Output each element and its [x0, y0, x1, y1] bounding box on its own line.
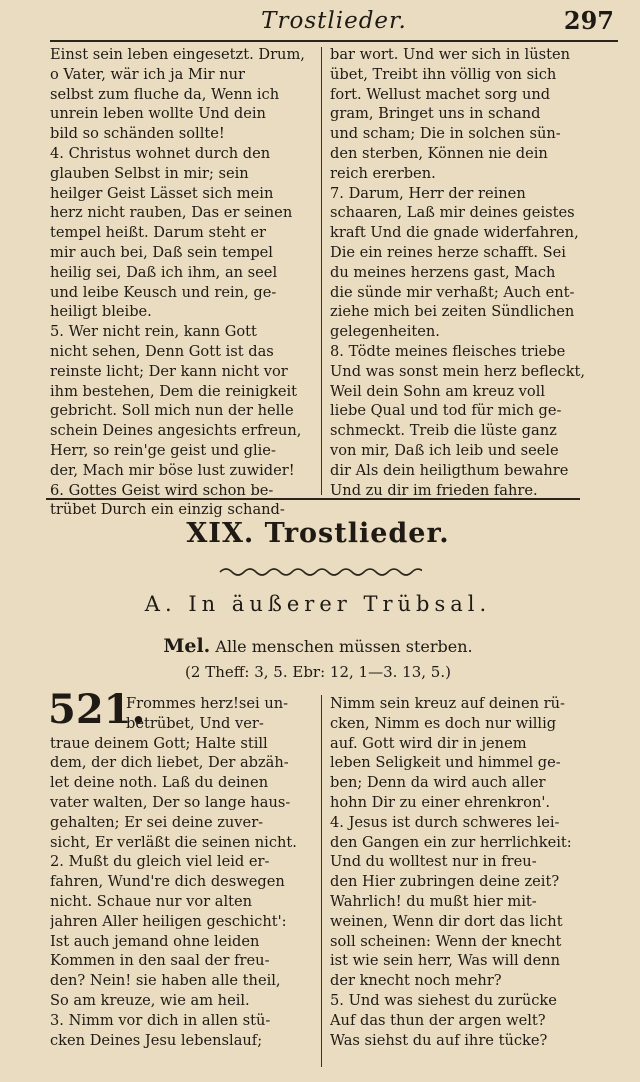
- text-line: mir auch bei, Daß sein tempel: [50, 243, 273, 261]
- text-line: 8. Tödte meines fleisches triebe: [330, 342, 566, 360]
- text-line: Und du wolltest nur in freu-: [330, 853, 537, 871]
- text-line: traue deinem Gott; Halte still: [50, 734, 268, 752]
- text-line: Und was sonst mein herz befleckt,: [330, 362, 586, 380]
- text-line: nicht sehen, Denn Gott ist das: [50, 342, 274, 360]
- text-line: So am kreuze, wie am heil.: [50, 991, 250, 1009]
- text-line: 5. Und was siehest du zurücke: [330, 991, 557, 1009]
- text-line: reich ererben.: [330, 164, 436, 182]
- text-line: Einst sein leben eingesetzt. Drum,: [50, 46, 305, 63]
- text-line: die sünde mir verhaßt; Auch ent-: [330, 283, 575, 301]
- text-line: den? Nein! sie haben alle theil,: [50, 972, 281, 990]
- text-line: glauben Selbst in mir; sein: [50, 164, 249, 182]
- text-line: sicht, Er verläßt die seinen nicht.: [50, 833, 297, 851]
- text-line: Weil dein Sohn am kreuz voll: [330, 382, 546, 400]
- text-line: heilig sei, Daß ich ihm, an seel: [50, 263, 278, 281]
- hymn-right-column: [330, 694, 588, 1050]
- text-line: unrein leben wollte Und dein: [50, 105, 266, 123]
- text-line: dem, der dich liebet, Der abzäh-: [50, 754, 289, 772]
- text-line: gelegenheiten.: [330, 323, 440, 341]
- text-line: heiligt bleibe.: [50, 303, 152, 321]
- text-line: gebricht. Soll mich nun der helle: [50, 402, 294, 420]
- text-line: bar wort. Und wer sich in lüsten: [330, 46, 571, 63]
- text-line: 6. Gottes Geist wird schon be-: [50, 481, 274, 499]
- text-line: fahren, Wund're dich deswegen: [50, 873, 285, 891]
- text-line: jahren Aller heiligen geschicht':: [50, 912, 287, 930]
- text-line: den sterben, Können nie dein: [330, 144, 548, 162]
- text-line: der, Mach mir böse lust zuwider!: [50, 461, 295, 479]
- text-line: tempel heißt. Darum steht er: [50, 224, 266, 242]
- subsection-heading: A. In äußerer Trübsal.: [144, 592, 492, 616]
- running-title: Trostlieder.: [261, 8, 407, 34]
- text-line: den Gangen ein zur herrlichkeit:: [330, 833, 572, 851]
- text-line: Wahrlich! du mußt hier mit-: [330, 892, 537, 910]
- text-line: und scham; Die in solchen sün-: [330, 125, 561, 143]
- melody-label: Mel.: [163, 635, 211, 657]
- text-line: vater walten, Der so lange haus-: [50, 793, 291, 811]
- text-line: cken, Nimm es doch nur willig: [330, 714, 557, 732]
- section-rule: [46, 498, 580, 500]
- text-line: der knecht noch mehr?: [330, 972, 502, 990]
- scripture-reference: (2 Theff: 3, 5. Ebr: 12, 1—3. 13, 5.): [185, 663, 451, 681]
- melody-line: [48, 635, 588, 657]
- text-line: 3. Nimm vor dich in allen stü-: [50, 1011, 271, 1029]
- text-line: Ist auch jemand ohne leiden: [50, 932, 260, 950]
- text-line: Nimm sein kreuz auf deinen rü-: [330, 695, 565, 712]
- running-head: [50, 6, 618, 42]
- text-line: Herr, so rein'ge geist und glie-: [50, 441, 276, 459]
- text-line: cken Deines Jesu lebenslauf;: [50, 1031, 263, 1049]
- text-line: Auf das thun der argen welt?: [330, 1011, 546, 1029]
- text-line: 4. Christus wohnet durch den: [50, 144, 271, 162]
- ornament-divider: [218, 566, 422, 578]
- text-line: Die ein reines herze schafft. Sei: [330, 243, 566, 261]
- top-left-column: [50, 45, 314, 520]
- text-line: hohn Dir zu einer ehrenkron'.: [330, 793, 550, 811]
- text-line: nicht. Schaue nur vor alten: [50, 892, 253, 910]
- text-line: gehalten; Er sei deine zuver-: [50, 813, 264, 831]
- text-line: 5. Wer nicht rein, kann Gott: [50, 323, 257, 341]
- text-line: übet, Treibt ihn völlig von sich: [330, 65, 557, 83]
- melody-text: Alle menschen müssen sterben.: [215, 637, 473, 656]
- text-line: leben Seligkeit und himmel ge-: [330, 754, 561, 772]
- text-line: bild so schänden sollte!: [50, 125, 225, 143]
- text-line: weinen, Wenn dir dort das licht: [330, 912, 563, 930]
- text-line: heilger Geist Lässet sich mein: [50, 184, 274, 202]
- text-line: gram, Bringet uns in schand: [330, 105, 541, 123]
- text-line: du meines herzens gast, Mach: [330, 263, 556, 281]
- text-line: schein Deines angesichts erfreun,: [50, 422, 302, 440]
- text-line: und leibe Keusch und rein, ge-: [50, 283, 277, 301]
- column-divider: [321, 47, 322, 495]
- text-line: fort. Wellust machet sorg und: [330, 85, 551, 103]
- text-line: 2. Mußt du gleich viel leid er-: [50, 853, 270, 871]
- section-heading: XIX. Trostlieder.: [186, 518, 450, 549]
- text-line: Frommes herz!sei un-: [126, 695, 289, 712]
- text-line: reinste licht; Der kann nicht vor: [50, 362, 288, 380]
- hymn-number: 521.: [48, 686, 146, 733]
- text-line: liebe Qual und tod für mich ge-: [330, 402, 562, 420]
- column-divider: [321, 695, 322, 1067]
- top-right-column: [330, 45, 588, 500]
- text-line: betrübet, Und ver-: [126, 714, 264, 732]
- text-line: selbst zum fluche da, Wenn ich: [50, 85, 280, 103]
- page-number: 297: [563, 6, 614, 35]
- text-line: von mir, Daß ich leib und seele: [330, 441, 559, 459]
- hymn-left-column: [50, 694, 314, 1050]
- text-line: dir Als dein heiligthum bewahre: [330, 461, 569, 479]
- text-line: trübet Durch ein einzig schand-: [50, 501, 285, 519]
- text-line: Was siehst du auf ihre tücke?: [330, 1031, 548, 1049]
- text-line: Kommen in den saal der freu-: [50, 952, 270, 970]
- text-line: let deine noth. Laß du deinen: [50, 774, 269, 792]
- text-line: Und zu dir im frieden fahre.: [330, 481, 538, 499]
- text-line: auf. Gott wird dir in jenem: [330, 734, 527, 752]
- text-line: schaaren, Laß mir deines geistes: [330, 204, 575, 222]
- text-line: den Hier zubringen deine zeit?: [330, 873, 560, 891]
- text-line: soll scheinen: Wenn der knecht: [330, 932, 562, 950]
- text-line: o Vater, wär ich ja Mir nur: [50, 65, 246, 83]
- text-line: ziehe mich bei zeiten Sündlichen: [330, 303, 575, 321]
- text-line: 7. Darum, Herr der reinen: [330, 184, 526, 202]
- text-line: kraft Und die gnade widerfahren,: [330, 224, 579, 242]
- text-line: herz nicht rauben, Das er seinen: [50, 204, 293, 222]
- text-line: ben; Denn da wird auch aller: [330, 774, 546, 792]
- text-line: 4. Jesus ist durch schweres lei-: [330, 813, 560, 831]
- text-line: schmeckt. Treib die lüste ganz: [330, 422, 557, 440]
- text-line: ist wie sein herr, Was will denn: [330, 952, 561, 970]
- text-line: ihm bestehen, Dem die reinigkeit: [50, 382, 298, 400]
